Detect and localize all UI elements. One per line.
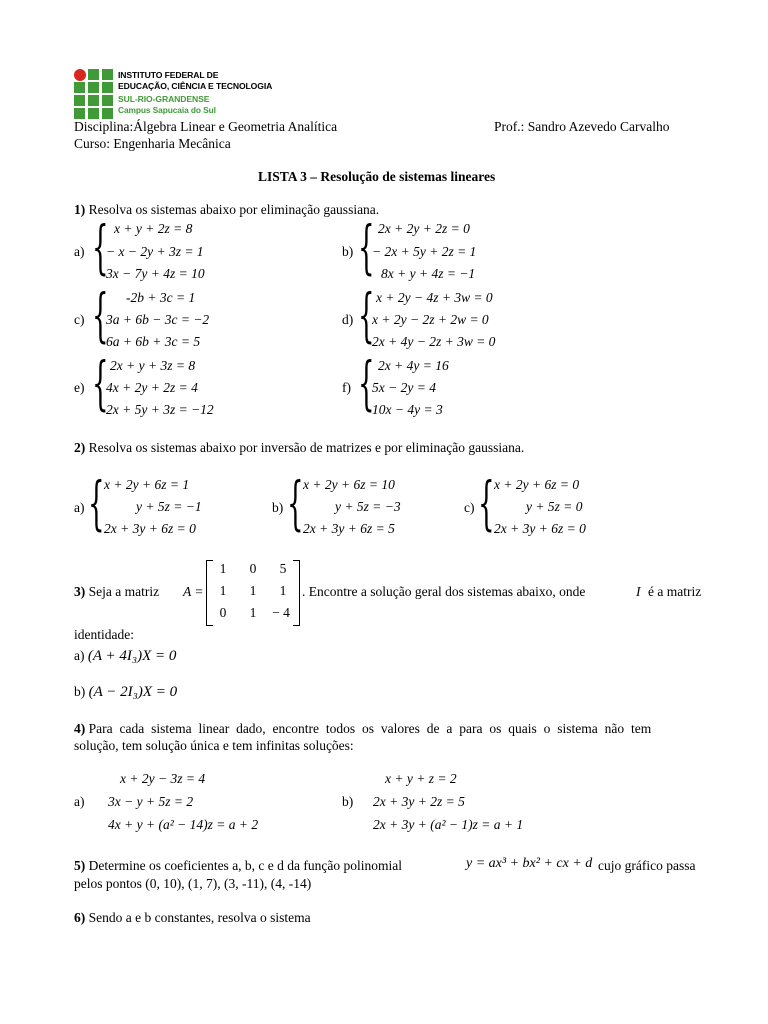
q2a-brace: { xyxy=(88,469,105,537)
q3-text-after: . Encontre a solução geral dos sistemas abaixo, onde xyxy=(302,584,586,599)
q1a-eq2: − x − 2y + 3z = 1 xyxy=(106,244,204,259)
q1f-label: f) xyxy=(342,380,351,395)
q4-text-line1: Para cada sistema linear dado, encontre todos os valores de a para os quais o sistema não tem xyxy=(88,721,652,736)
q4b-eq2: 2x + 3y + 2z = 5 xyxy=(373,794,465,809)
q2c-eq2: y + 5z = 0 xyxy=(526,499,583,514)
logo-line-3: SUL-RIO-GRANDENSE xyxy=(118,94,210,104)
logo-line-1: INSTITUTO FEDERAL DE xyxy=(118,70,219,80)
q1f-eq3: 10x − 4y = 3 xyxy=(372,402,443,417)
q2c-brace: { xyxy=(478,469,495,537)
q1d-eq3: 2x + 4y − 2z + 3w = 0 xyxy=(372,334,496,349)
q6-text: Sendo a e b constantes, resolva o sistema xyxy=(88,910,311,925)
q2c-label: c) xyxy=(464,500,475,515)
q1a-label: a) xyxy=(74,244,85,259)
q2-text: Resolva os sistemas abaixo por inversão de matrizes e por eliminação gaussiana. xyxy=(88,440,525,455)
q2a-eq1: x + 2y + 6z = 1 xyxy=(104,477,190,492)
matrix-cell: 1 xyxy=(219,583,227,598)
q1b-eq3: 8x + y + 4z = −1 xyxy=(381,266,476,281)
q5-number: 5) xyxy=(74,858,86,873)
q5-statement xyxy=(74,858,402,874)
q2b-eq2: y + 5z = −3 xyxy=(335,499,401,514)
matrix-cell: 1 xyxy=(279,583,287,598)
q1c-brace: { xyxy=(92,281,109,349)
q2-statement xyxy=(74,440,524,456)
q5-text-a: Determine os coeficientes a, b, c e d da função polinomial xyxy=(88,858,403,873)
q4a-eq2: 3x − y + 5z = 2 xyxy=(108,794,194,809)
q1c-eq1: -2b + 3c = 1 xyxy=(126,290,196,305)
q3-matrix xyxy=(206,560,300,626)
q3b-label: b) xyxy=(74,684,86,699)
q1b-label: b) xyxy=(342,244,354,259)
q1a-brace: { xyxy=(92,213,109,281)
q4a-label: a) xyxy=(74,794,85,809)
logo-line-4: Campus Sapucaia do Sul xyxy=(118,105,216,115)
q1e-eq3: 2x + 5y + 3z = −12 xyxy=(106,402,214,417)
q3-number: 3) xyxy=(74,584,86,599)
q1f-eq2: 5x − 2y = 4 xyxy=(372,380,436,395)
q3b-expr: (A − 2I₃)X = 0 xyxy=(88,684,178,700)
q1e-eq2: 4x + 2y + 2z = 4 xyxy=(106,380,198,395)
q1b-eq2: − 2x + 5y + 2z = 1 xyxy=(372,244,477,259)
q1d-label: d) xyxy=(342,312,354,327)
q3-statement-start xyxy=(74,584,159,600)
q1d-brace: { xyxy=(358,281,375,349)
matrix-cell: − 4 xyxy=(272,605,290,620)
q4-statement xyxy=(74,721,651,737)
q4b-label: b) xyxy=(342,794,354,809)
q1d-eq2: x + 2y − 2z + 2w = 0 xyxy=(372,312,489,327)
q3-matrix-name: A = xyxy=(183,584,204,599)
q2b-label: b) xyxy=(272,500,284,515)
q1b-eq1: 2x + 2y + 2z = 0 xyxy=(378,221,470,236)
q5-text-line2: pelos pontos (0, 10), (1, 7), (3, -11), (4, -14) xyxy=(74,876,312,891)
q2b-brace: { xyxy=(287,469,304,537)
q3b-item xyxy=(74,684,177,701)
matrix-cell: 5 xyxy=(279,561,287,576)
q4b-eq1: x + y + z = 2 xyxy=(385,771,457,786)
q4a-eq1: x + 2y − 3z = 4 xyxy=(120,771,206,786)
q2c-eq1: x + 2y + 6z = 0 xyxy=(494,477,580,492)
q2a-label: a) xyxy=(74,500,85,515)
q1f-eq1: 2x + 4y = 16 xyxy=(378,358,449,373)
professor-label: Prof.: Sandro Azevedo Carvalho xyxy=(494,119,670,134)
q1d-eq1: x + 2y − 4z + 3w = 0 xyxy=(376,290,493,305)
q2a-eq2: y + 5z = −1 xyxy=(136,499,202,514)
logo-red-circle xyxy=(74,69,86,81)
q3a-label: a) xyxy=(74,648,85,663)
matrix-cell: 1 xyxy=(249,605,257,620)
q1f-brace: { xyxy=(358,349,375,417)
q1a-eq3: 3x − 7y + 4z = 10 xyxy=(106,266,205,281)
q5-poly: y = ax³ + bx² + cx + d xyxy=(466,856,593,871)
course-label: Curso: Engenharia Mecânica xyxy=(74,136,231,151)
logo-line-2: EDUCAÇÃO, CIÊNCIA E TECNOLOGIA xyxy=(118,81,273,91)
q1-statement xyxy=(74,202,379,218)
q3a-item xyxy=(74,648,176,665)
q2-number: 2) xyxy=(74,440,86,455)
institution-logo xyxy=(74,69,304,119)
q4a-eq3: 4x + y + (a² − 14)z = a + 2 xyxy=(108,817,259,832)
q1c-eq3: 6a + 6b + 3c = 5 xyxy=(106,334,201,349)
page-title: LISTA 3 – Resolução de sistemas lineares xyxy=(258,169,496,184)
q6-statement xyxy=(74,910,311,926)
q6-number: 6) xyxy=(74,910,86,925)
q4-number: 4) xyxy=(74,721,86,736)
q2c-eq3: 2x + 3y + 6z = 0 xyxy=(494,521,586,536)
q2a-eq3: 2x + 3y + 6z = 0 xyxy=(104,521,196,536)
q1c-label: c) xyxy=(74,312,85,327)
q1b-brace: { xyxy=(358,213,375,281)
q4-text-line2: solução, tem solução única e tem infinitas soluções: xyxy=(74,738,354,753)
q3-text-end: é a matriz xyxy=(648,584,702,599)
matrix-cell: 0 xyxy=(219,605,227,620)
matrix-cell: 1 xyxy=(249,583,257,598)
q4b-eq3: 2x + 3y + (a² − 1)z = a + 1 xyxy=(373,817,524,832)
q1e-eq1: 2x + y + 3z = 8 xyxy=(110,358,196,373)
q1e-label: e) xyxy=(74,380,85,395)
q3-text-before: Seja a matriz xyxy=(88,584,160,599)
q3-var-i: I xyxy=(636,584,641,599)
matrix-cell: 1 xyxy=(219,561,227,576)
matrix-cell: 0 xyxy=(249,561,257,576)
q2b-eq3: 2x + 3y + 6z = 5 xyxy=(303,521,395,536)
q1a-eq1: x + y + 2z = 8 xyxy=(114,221,193,236)
q2b-eq1: x + 2y + 6z = 10 xyxy=(303,477,395,492)
q1-number: 1) xyxy=(74,202,86,217)
q3a-expr: (A + 4I₃)X = 0 xyxy=(87,648,177,664)
discipline-label: Disciplina:Álgebra Linear e Geometria Analítica xyxy=(74,119,338,134)
q5-text-b: cujo gráfico passa xyxy=(598,858,696,873)
q3-text-line2: identidade: xyxy=(74,627,134,642)
q1e-brace: { xyxy=(92,349,109,417)
q1-text: Resolva os sistemas abaixo por eliminação gaussiana. xyxy=(88,202,380,217)
q1c-eq2: 3a + 6b − 3c = −2 xyxy=(106,312,210,327)
